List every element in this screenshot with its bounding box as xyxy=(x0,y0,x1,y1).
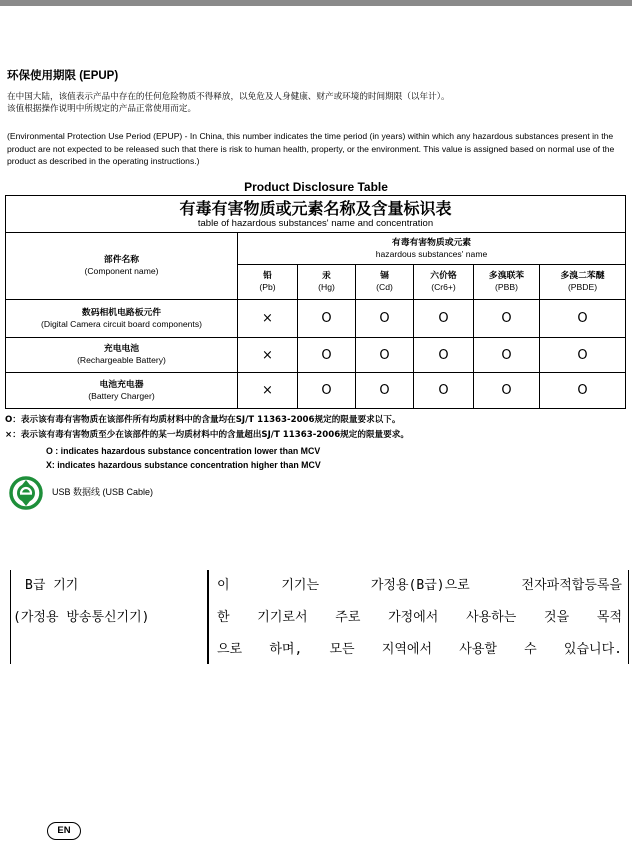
epup-title: 环保使用期限 (EPUP) xyxy=(7,70,119,82)
substance-cn: 六价铬 xyxy=(430,271,457,281)
usb-cable-label: USB 数据线 (USB Cable) xyxy=(52,487,154,497)
epup-en-paragraph: (Environmental Protection Use Period (EPUP) - In China, this number indicates the time period (in years) within which any hazardous substances present in the product are not expected to be released such that there is risk to human health, property, or the environment. This value is assigned based on normal use of the product as described in the operating instructions.) xyxy=(7,131,615,167)
table-title-en: table of hazardous substances' name and concentration xyxy=(197,218,434,229)
component-cell xyxy=(6,373,238,409)
mark-cell: × xyxy=(238,338,298,373)
table-row xyxy=(6,338,626,373)
mark-cell: O xyxy=(356,338,414,373)
korean-left-line-1: B급 기기 xyxy=(25,578,79,593)
substance-en: (PBB) xyxy=(495,282,518,292)
substances-header-en: hazardous substances' name xyxy=(375,248,488,259)
substance-cn: 汞 xyxy=(322,271,331,281)
hazardous-substance-table xyxy=(5,195,626,409)
note-cn-x: ×：表示该有毒有害物质至少在该部件的某一均质材料中的含量超出SJ/T 11363-2006规定的限量要求。 xyxy=(5,430,409,440)
korean-notice-box xyxy=(10,570,629,664)
substance-en: (Cd) xyxy=(376,282,393,292)
table-title-cn: 有毒有害物质或元素名称及含量标识表 xyxy=(179,199,452,218)
mark-cell: O xyxy=(298,373,356,409)
substance-en: (Pb) xyxy=(259,282,276,292)
note-cn-o: O：表示该有毒有害物质在该部件所有均质材料中的含量均在SJ/T 11363-2006规定的限量要求以下。 xyxy=(5,415,401,425)
mark-cell: O xyxy=(540,338,626,373)
mark-cell: O xyxy=(540,300,626,338)
korean-divider xyxy=(207,570,209,664)
mark-cell: O xyxy=(474,373,540,409)
epup-cn-line-2: 该值根据操作说明中所规定的产品正常使用而定。 xyxy=(7,104,197,114)
component-cell xyxy=(6,338,238,373)
mark-cell: O xyxy=(474,300,540,338)
substance-cn: 多溴联苯 xyxy=(488,271,525,281)
component-en: (Rechargeable Battery) xyxy=(77,355,166,365)
component-cell xyxy=(6,300,238,338)
table-row xyxy=(6,300,626,338)
substance-en: (PBDE) xyxy=(567,282,598,292)
table-title-cell xyxy=(6,196,626,233)
mark-cell: O xyxy=(298,338,356,373)
substance-cn: 多溴二苯醚 xyxy=(560,271,605,281)
mark-cell: O xyxy=(414,300,474,338)
korean-right-line-3: 으로 하며, 모든 지역에서 사용할 수 있습니다. xyxy=(217,642,622,657)
substance-header xyxy=(540,265,626,300)
mark-cell: O xyxy=(356,373,414,409)
substance-en: (Cr6+) xyxy=(431,282,456,292)
component-header-cn: 部件名称 xyxy=(103,255,140,265)
korean-right-line-2: 한 기기로서 주로 가정에서 사용하는 것을 목적 xyxy=(217,610,622,625)
substances-header-cn: 有毒有害物质或元素 xyxy=(391,237,472,248)
substance-header xyxy=(474,265,540,300)
component-en: (Battery Charger) xyxy=(88,390,155,401)
korean-notice-text xyxy=(217,570,622,666)
mark-cell: O xyxy=(474,338,540,373)
substances-header-cell xyxy=(238,233,626,265)
korean-left-line-2: (가정용 방송통신기기) xyxy=(13,610,150,625)
mark-cell: O xyxy=(414,373,474,409)
substance-header xyxy=(356,265,414,300)
mark-cell: O xyxy=(414,338,474,373)
epup-cn-line-1: 在中国大陆，该值表示产品中存在的任何危险物质不得释放，以免危及人身健康、财产或环境的时间期限（以年计）。 xyxy=(7,92,450,102)
product-disclosure-title: Product Disclosure Table xyxy=(244,180,388,194)
substance-cn: 镉 xyxy=(380,271,389,281)
mark-cell: O xyxy=(540,373,626,409)
mark-cell: × xyxy=(238,373,298,409)
korean-right-line-1: 이 기기는 가정용(B급)으로 전자파적합등록을 xyxy=(217,578,622,593)
mark-cell: × xyxy=(238,300,298,338)
korean-class-label xyxy=(11,570,207,634)
mark-cell: O xyxy=(298,300,356,338)
substance-header xyxy=(414,265,474,300)
component-header-en: (Component name) xyxy=(84,266,159,276)
component-en: (Digital Camera circuit board components) xyxy=(41,318,202,329)
epup-recycle-icon xyxy=(8,475,44,511)
mark-cell: O xyxy=(356,300,414,338)
table-row xyxy=(6,373,626,409)
component-header-cell xyxy=(6,233,238,300)
language-badge: EN xyxy=(47,822,81,840)
substance-cn: 铅 xyxy=(263,271,272,281)
substance-en: (Hg) xyxy=(318,282,335,292)
component-cn: 数码相机电路板元件 xyxy=(81,307,162,318)
legend-x: X: indicates hazardous substance concentration higher than MCV xyxy=(46,460,321,470)
top-rule xyxy=(0,0,632,6)
substance-header xyxy=(238,265,298,300)
legend-o: O : indicates hazardous substance concentration lower than MCV xyxy=(46,446,321,456)
component-cn: 充电电池 xyxy=(103,344,140,354)
component-cn: 电池充电器 xyxy=(99,379,144,390)
substance-header xyxy=(298,265,356,300)
